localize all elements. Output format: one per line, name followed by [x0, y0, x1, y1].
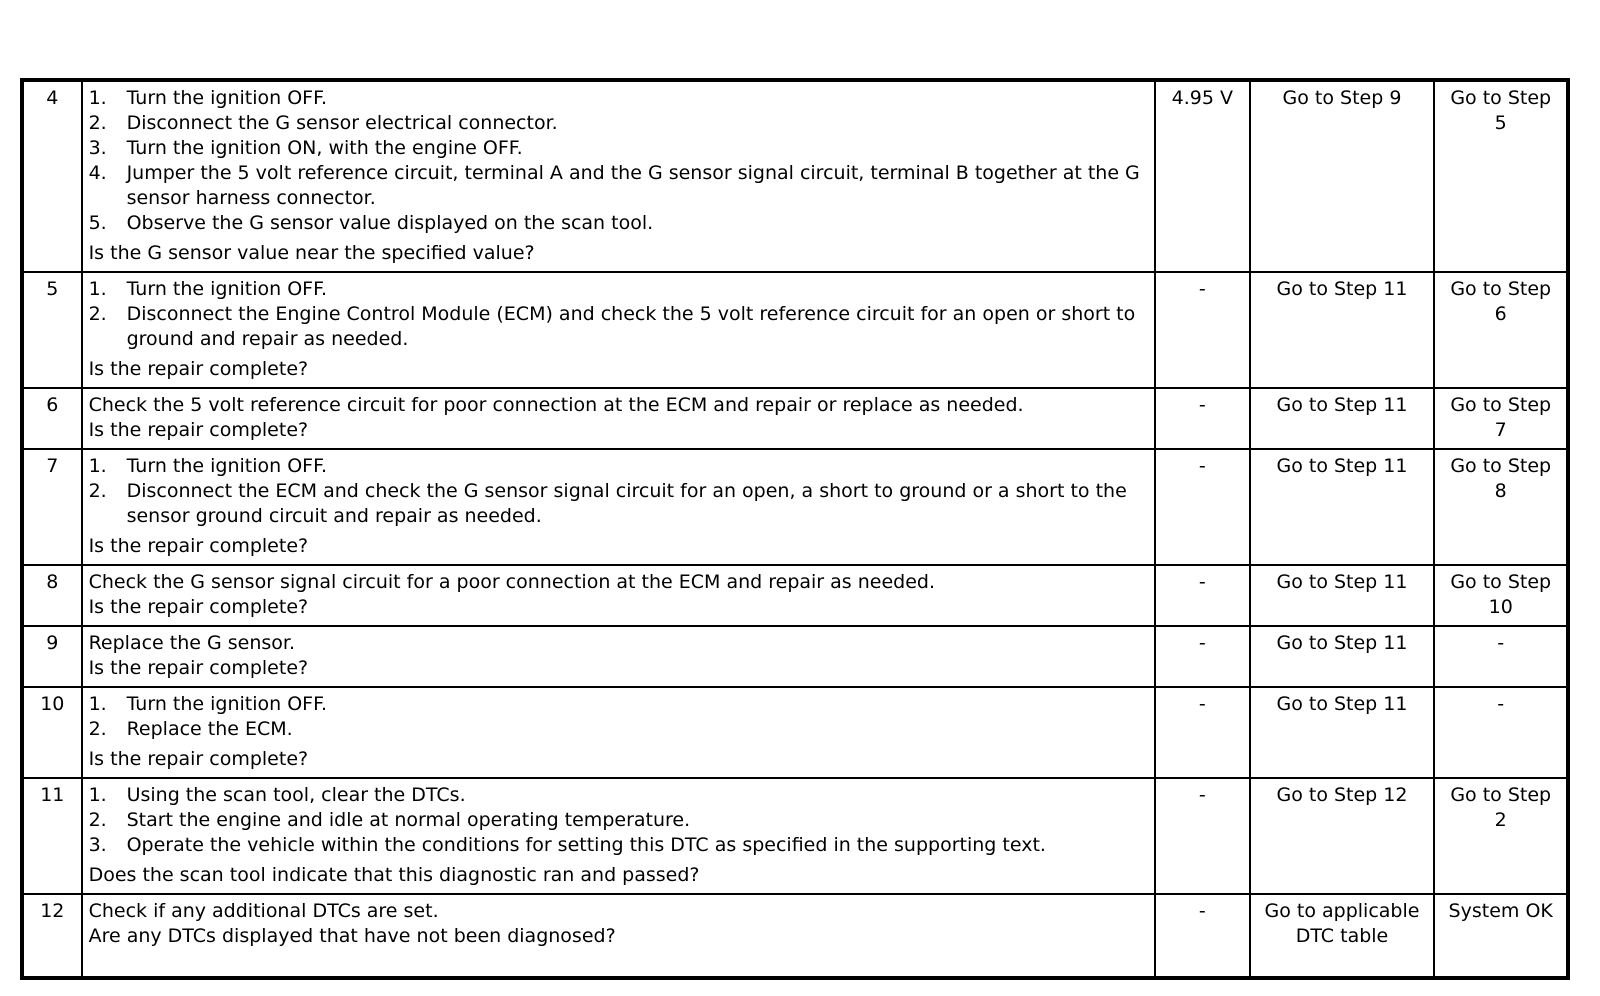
action-cell [82, 565, 1155, 626]
action-text: Check the 5 volt reference circuit for poor connection at the ECM and repair or replace as needed. [88, 394, 1024, 416]
question-text: Is the repair complete? [88, 748, 309, 770]
step-number: 12 [22, 894, 82, 978]
table-row [22, 894, 1568, 978]
action-cell [82, 778, 1155, 894]
instruction-item: 2. Start the engine and idle at normal operating temperature. [88, 809, 691, 831]
value-cell: - [1155, 449, 1250, 565]
table-row [22, 449, 1568, 565]
table-row [22, 626, 1568, 687]
yes-cell: Go to Step 12 [1250, 778, 1435, 894]
value-cell: - [1155, 687, 1250, 778]
yes-cell: Go to Step 11 [1250, 449, 1435, 565]
no-cell: - [1434, 687, 1568, 778]
yes-cell: Go to Step 11 [1250, 687, 1435, 778]
table-body [22, 80, 1568, 978]
instruction-item: 3. Turn the ignition ON, with the engine OFF. [88, 137, 523, 159]
instruction-item: 2. Disconnect the G sensor electrical connector. [88, 112, 558, 134]
step-number: 7 [22, 449, 82, 565]
action-text: Replace the G sensor. [88, 632, 296, 654]
action-cell [82, 388, 1155, 449]
value-cell: 4.95 V [1155, 80, 1250, 272]
instruction-list [89, 454, 1148, 529]
action-cell [82, 80, 1155, 272]
question-text: Are any DTCs displayed that have not been diagnosed? [88, 925, 616, 947]
instruction-item: 5. Observe the G sensor value displayed on the scan tool. [88, 212, 654, 234]
table-row [22, 565, 1568, 626]
step-number: 10 [22, 687, 82, 778]
yes-cell: Go to Step 11 [1250, 388, 1435, 449]
no-cell: Go to Step 2 [1434, 778, 1568, 894]
step-number: 5 [22, 272, 82, 388]
value-cell: - [1155, 894, 1250, 978]
yes-cell: Go to Step 11 [1250, 565, 1435, 626]
instruction-list [89, 783, 1148, 858]
step-number: 11 [22, 778, 82, 894]
yes-cell: Go to Step 9 [1250, 80, 1435, 272]
yes-cell: Go to Step 11 [1250, 626, 1435, 687]
value-cell: - [1155, 388, 1250, 449]
instruction-item: 1. Turn the ignition OFF. [88, 87, 328, 109]
yes-cell: Go to applicable DTC table [1250, 894, 1435, 978]
instruction-item: 2. Replace the ECM. [88, 718, 293, 740]
step-number: 4 [22, 80, 82, 272]
action-text: Check the G sensor signal circuit for a poor connection at the ECM and repair as needed. [88, 571, 936, 593]
table-row [22, 80, 1568, 272]
question-text: Is the G sensor value near the specified value? [88, 242, 535, 264]
action-cell [82, 687, 1155, 778]
instruction-item: 1. Turn the ignition OFF. [88, 278, 328, 300]
diagnostic-table [20, 78, 1570, 980]
action-cell [82, 272, 1155, 388]
question-text: Is the repair complete? [88, 535, 309, 557]
no-cell: Go to Step 7 [1434, 388, 1568, 449]
step-number: 8 [22, 565, 82, 626]
question-text: Is the repair complete? [88, 419, 309, 441]
question-text: Is the repair complete? [88, 657, 309, 679]
instruction-list [89, 692, 1148, 742]
value-cell: - [1155, 626, 1250, 687]
instruction-item: 1. Turn the ignition OFF. [88, 455, 328, 477]
action-cell [82, 626, 1155, 687]
action-cell [82, 449, 1155, 565]
instruction-item: 2. Disconnect the ECM and check the G sensor signal circuit for an open, a short to ground or a short to the sensor ground circuit and repair as needed. [88, 480, 1127, 527]
no-cell: - [1434, 626, 1568, 687]
no-cell: Go to Step 5 [1434, 80, 1568, 272]
question-text: Does the scan tool indicate that this diagnostic ran and passed? [88, 864, 700, 886]
instruction-item: 3. Operate the vehicle within the conditions for setting this DTC as specified in the supporting text. [88, 834, 1046, 856]
step-number: 9 [22, 626, 82, 687]
value-cell: - [1155, 272, 1250, 388]
instruction-item: 2. Disconnect the Engine Control Module (ECM) and check the 5 volt reference circuit for an open or short to ground and repair as needed. [88, 303, 1136, 350]
action-cell [82, 894, 1155, 978]
no-cell: System OK [1434, 894, 1568, 978]
value-cell: - [1155, 778, 1250, 894]
instruction-list [89, 86, 1148, 236]
table-row [22, 388, 1568, 449]
value-cell: - [1155, 565, 1250, 626]
table-row [22, 272, 1568, 388]
step-number: 6 [22, 388, 82, 449]
question-text: Is the repair complete? [88, 596, 309, 618]
table-row [22, 778, 1568, 894]
no-cell: Go to Step 8 [1434, 449, 1568, 565]
no-cell: Go to Step 6 [1434, 272, 1568, 388]
yes-cell: Go to Step 11 [1250, 272, 1435, 388]
question-text: Is the repair complete? [88, 358, 309, 380]
table-row [22, 687, 1568, 778]
instruction-item: 1. Turn the ignition OFF. [88, 693, 328, 715]
no-cell: Go to Step 10 [1434, 565, 1568, 626]
action-text: Check if any additional DTCs are set. [88, 900, 439, 922]
instruction-item: 1. Using the scan tool, clear the DTCs. [88, 784, 466, 806]
instruction-item: 4. Jumper the 5 volt reference circuit, terminal A and the G sensor signal circuit, terminal B together at the G sensor harness connector. [88, 162, 1140, 209]
instruction-list [89, 277, 1148, 352]
